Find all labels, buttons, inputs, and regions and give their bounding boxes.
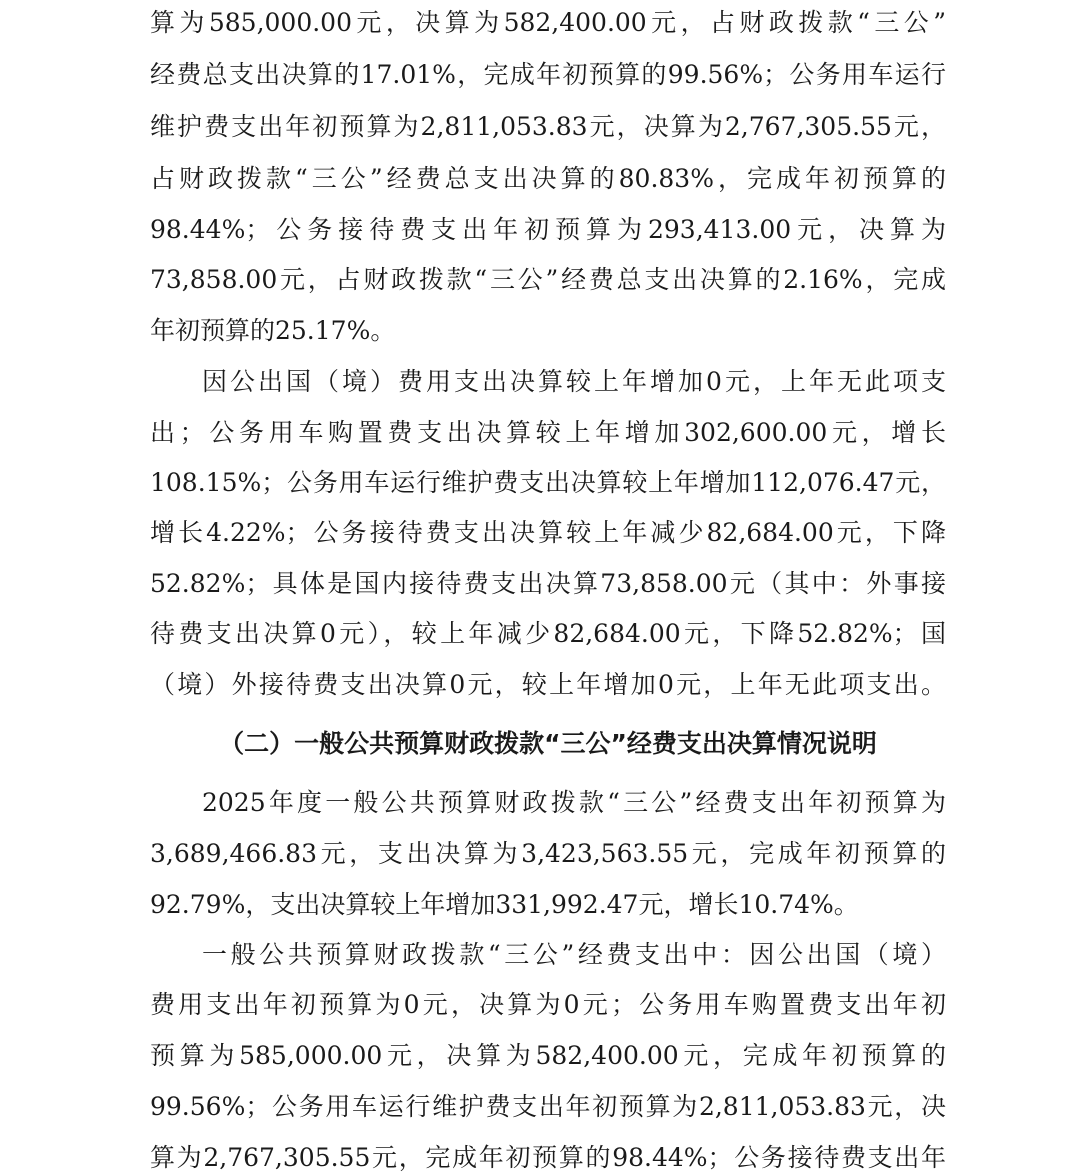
section-heading: （二）一般公共预算财政拨款“三公”经费支出决算情况说明	[219, 729, 877, 758]
paragraph-line: 108.15%；公务用车运行维护费支出决算较上年增加112,076.47元，	[150, 468, 946, 497]
paragraph-line: 维护费支出年初预算为2,811,053.83元，决算为2,767,305.55元，	[150, 112, 946, 141]
document-page	[150, 0, 946, 1174]
paragraph-line: 经费总支出决算的17.01%，完成年初预算的99.56%；公务用车运行	[150, 60, 946, 89]
paragraph-line: 增长4.22%；公务接待费支出决算较上年减少82,684.00元，下降	[150, 518, 946, 547]
paragraph-line: 98.44%；公务接待费支出年初预算为293,413.00元，决算为	[150, 215, 946, 244]
paragraph-line: 算为585,000.00元，决算为582,400.00元，占财政拨款“三公”	[150, 8, 946, 37]
paragraph-line: 占财政拨款“三公”经费总支出决算的80.83%，完成年初预算的	[150, 164, 946, 193]
paragraph-line: 预算为585,000.00元，决算为582,400.00元，完成年初预算的	[150, 1041, 946, 1070]
paragraph-line: 出；公务用车购置费支出决算较上年增加302,600.00元，增长	[150, 418, 946, 447]
paragraph-line: 待费支出决算0元），较上年减少82,684.00元，下降52.82%；国	[150, 619, 946, 648]
paragraph-line: 因公出国（境）费用支出决算较上年增加0元，上年无此项支	[202, 367, 946, 396]
paragraph-line: 73,858.00元，占财政拨款“三公”经费总支出决算的2.16%，完成	[150, 265, 946, 294]
paragraph-line: 2025年度一般公共预算财政拨款“三公”经费支出年初预算为	[202, 788, 946, 817]
paragraph-line: 52.82%；具体是国内接待费支出决算73,858.00元（其中：外事接	[150, 569, 946, 598]
paragraph-line: 一般公共预算财政拨款“三公”经费支出中：因公出国（境）	[202, 940, 946, 969]
paragraph-line: 92.79%，支出决算较上年增加331,992.47元，增长10.74%。	[150, 890, 859, 919]
paragraph-line: （境）外接待费支出决算0元，较上年增加0元，上年无此项支出。	[150, 670, 946, 699]
paragraph-line: 99.56%；公务用车运行维护费支出年初预算为2,811,053.83元，决	[150, 1092, 946, 1121]
paragraph-line: 费用支出年初预算为0元，决算为0元；公务用车购置费支出年初	[150, 990, 946, 1019]
paragraph-line: 算为2,767,305.55元，完成年初预算的98.44%；公务接待费支出年	[150, 1143, 946, 1172]
paragraph-line: 年初预算的25.17%。	[150, 316, 396, 345]
paragraph-line: 3,689,466.83元，支出决算为3,423,563.55元，完成年初预算的	[150, 839, 946, 868]
